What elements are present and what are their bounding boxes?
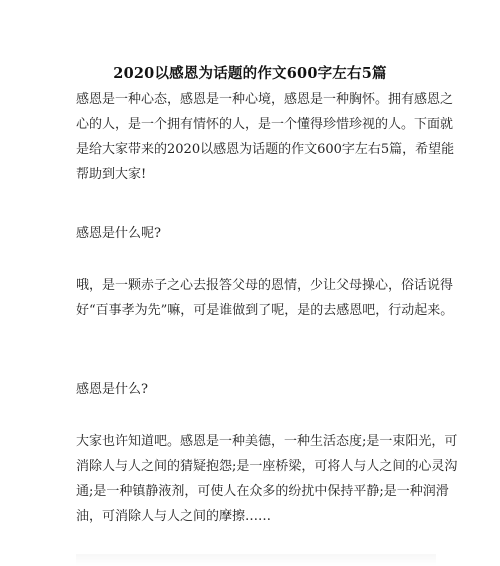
paragraph-line: 消除人与人之间的猜疑抱怨;是一座桥梁，可将人与人之间的心灵沟: [76, 459, 458, 474]
paragraph-line: 通;是一种镇静液剂，可使人在众多的纷扰中保持平静;是一种润滑: [76, 484, 449, 499]
answer-paragraph: [76, 273, 454, 323]
paragraph-line: 感恩是什么呢?: [76, 226, 161, 241]
paragraph-line: 心的人，是一个拥有情怀的人，是一个懂得珍惜珍视的人。下面就: [76, 117, 454, 132]
paragraph-line: 哦，是一颗赤子之心去报答父母的恩情，少让父母操心，俗话说得: [76, 278, 454, 293]
paragraph-line: 感恩是一种心态，感恩是一种心境，感恩是一种胸怀。拥有感恩之: [76, 92, 454, 107]
question-paragraph: [76, 377, 436, 402]
answer-paragraph: [76, 429, 458, 529]
paragraph-line: 油，可消除人与人之间的摩擦……: [76, 509, 272, 524]
document-title: 2020以感恩为话题的作文600字左右5篇: [113, 65, 387, 82]
paragraph-line: 帮助到大家!: [76, 167, 147, 182]
cutoff-shadow: [76, 554, 436, 566]
paragraph-line: 感恩是什么?: [76, 382, 148, 397]
paragraph-line: 大家也许知道吧。感恩是一种美德，一种生活态度;是一束阳光，可: [76, 434, 458, 449]
paragraph-line: 是给大家带来的2020以感恩为话题的作文600字左右5篇，希望能: [76, 142, 455, 157]
question-paragraph: [76, 221, 436, 246]
intro-paragraph: [76, 87, 455, 187]
paragraph-line: 好“百事孝为先”嘛，可是谁做到了呢，是的去感恩吧，行动起来。: [76, 303, 454, 318]
